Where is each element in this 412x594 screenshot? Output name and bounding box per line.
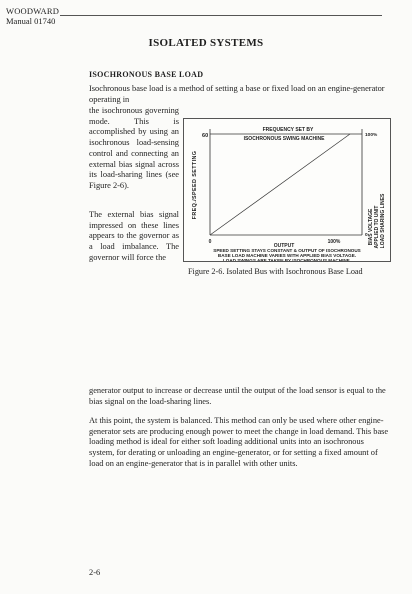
body-paragraph-3: At this point, the system is balanced. This method can only be used where other engine-generator sets are producing enough power to meet the change in load demand. This base loading method is ideal for either soft loading additional units into an isochronous system, for derating or unloading an engine-generator, or for setting a fixed amount of load on an engine-generator that is in parallel with other units.	[89, 416, 389, 468]
right-axis-label-3: LOAD SHARING LINES	[380, 193, 386, 249]
right-axis-label-1: BIAS VOLTAGE	[368, 208, 374, 246]
column-paragraph-1: the isochronous governing mode. This is accomplished by using an isochronous load-sensing control and connecting an external bias signal across its load-sharing lines (see Figure 2-6).	[89, 106, 179, 190]
continuation-paragraph: generator output to increase or decrease until the output of the load sensor is equal to the bias signal on the load-sharing lines.	[89, 386, 386, 406]
column-paragraph-2: The external bias signal impressed on these lines appears to the governor as a load imbalance. The governor will force the	[89, 210, 179, 262]
figure-note-line2: BASE LOAD MACHINE VARIES WITH APPLIED BIAS VOLTAGE.	[217, 253, 357, 258]
y-tick-60: 60	[202, 133, 209, 139]
right-tick-0: 0	[365, 233, 368, 238]
figure-diagram	[184, 119, 390, 261]
intro-paragraph: Isochronous base load is a method of setting a base or fixed load on an engine-generator operating in	[89, 84, 385, 104]
y-axis-label: FREQ./SPEED SETTING	[192, 150, 198, 220]
freq-label-line1: FREQUENCY SET BY	[262, 127, 314, 133]
section-heading: ISOCHRONOUS BASE LOAD	[89, 70, 204, 79]
x-tick-100: 100%	[327, 239, 341, 245]
page-number: 2-6	[89, 568, 101, 577]
figure-note-line1: SPEED SETTING STAYS CONSTANT & OUTPUT OF ISOCHRONOUS	[213, 248, 361, 253]
right-tick-100: 100%	[365, 133, 378, 138]
manual-number: Manual 01740	[6, 16, 56, 26]
freq-label-line2: ISOCHRONOUS SWING MACHINE	[243, 136, 325, 142]
figure-2-6	[183, 118, 391, 262]
company-name: WOODWARD	[6, 6, 60, 16]
figure-note-line3: LOAD SWINGS ARE TAKEN BY ISOCHRONOUS MACHINE.	[222, 258, 352, 261]
bias-line	[210, 134, 350, 235]
x-axis-label: OUTPUT	[273, 243, 295, 249]
page-title: ISOLATED SYSTEMS	[148, 37, 264, 49]
right-axis-label-2: APPLIED TO UNIT	[374, 205, 380, 249]
x-tick-0: 0	[208, 239, 212, 245]
header-rule	[60, 15, 382, 16]
figure-caption: Figure 2-6. Isolated Bus with Isochronous Base Load	[188, 267, 363, 276]
